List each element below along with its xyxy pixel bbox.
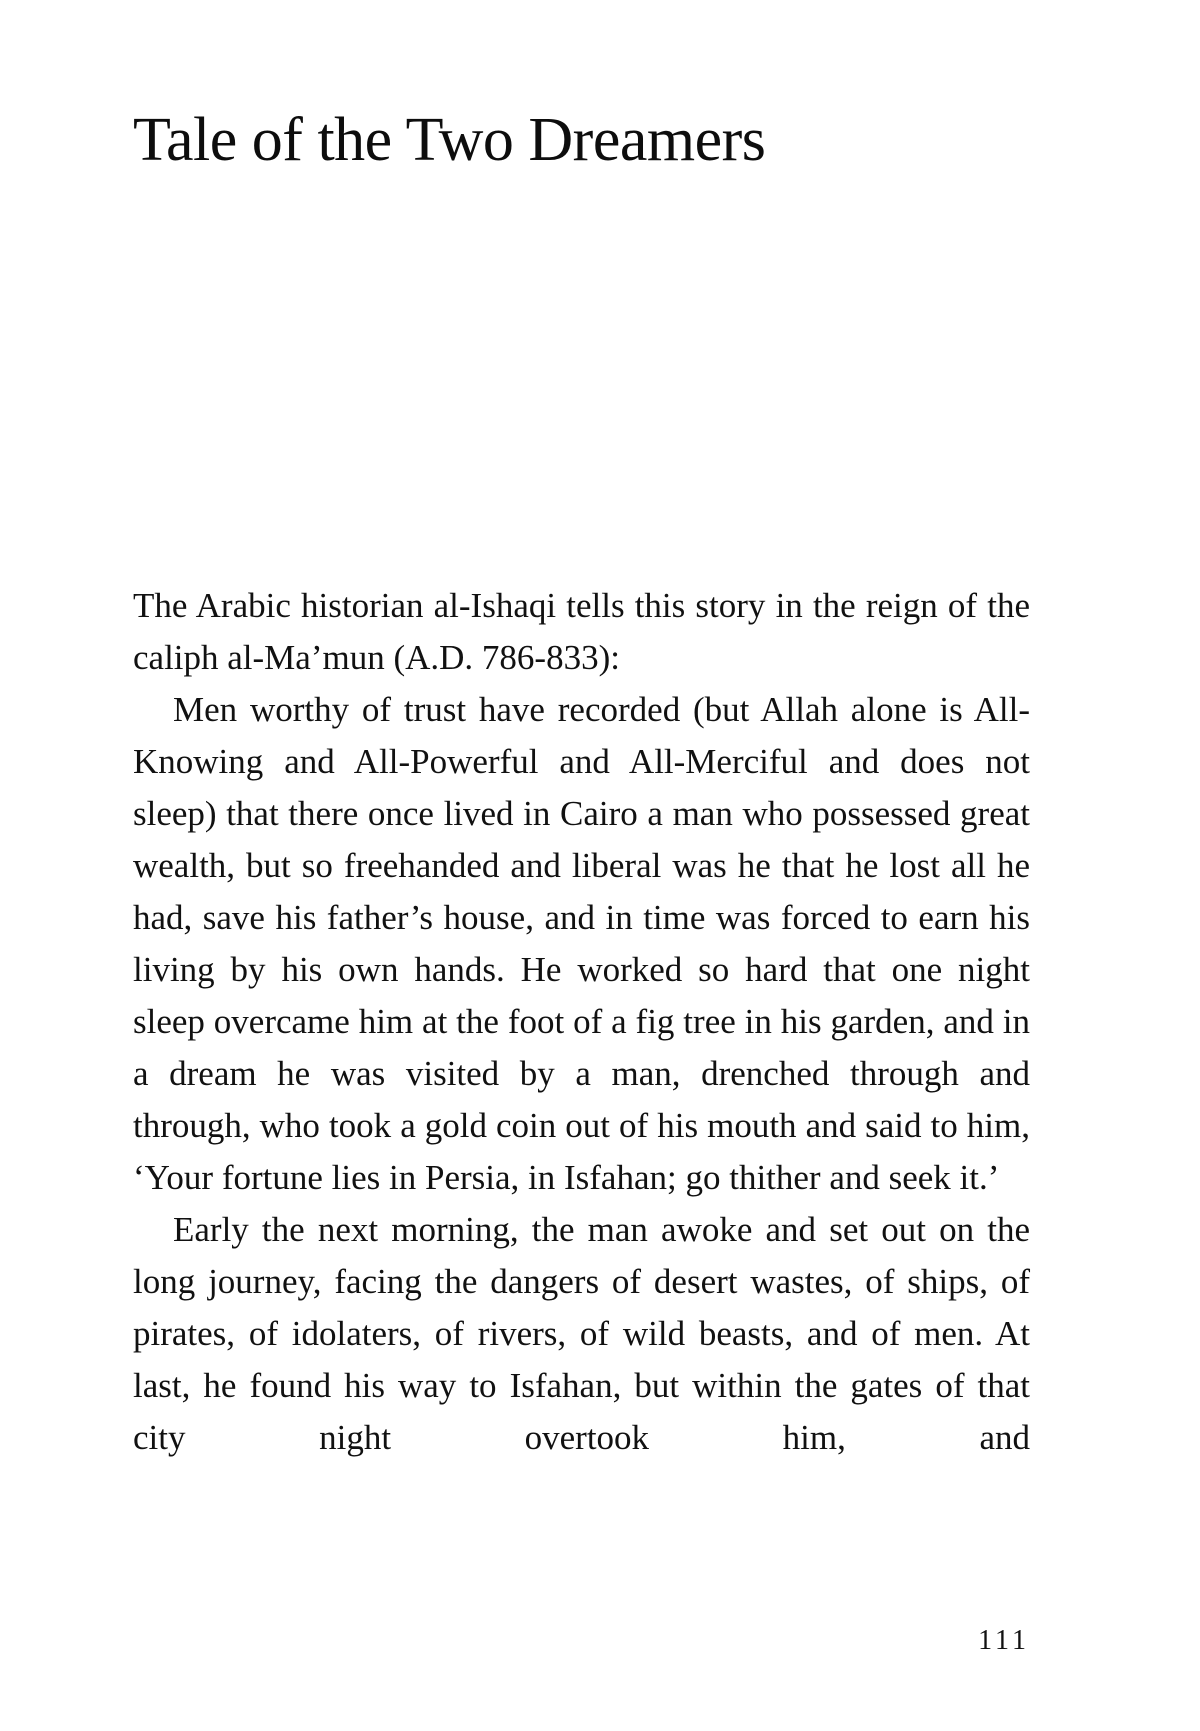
body-text	[133, 580, 1030, 1464]
page-number: 111	[978, 1625, 1030, 1656]
paragraph-dream: Men worthy of trust have recorded (but Allah alone is All-Knowing and All-Powerful and All-Merciful and does not sleep) that there once lived in Cairo a man who possessed great wealth, but so freehanded and liberal was he that he lost all he had, save his father’s house, and in time was forced to earn his living by his own hands. He worked so hard that one night sleep overcame him at the foot of a fig tree in his garden, and in a dream he was visited by a man, drenched through and through, who took a gold coin out of his mouth and said to him, ‘Your fortune lies in Persia, in Isfahan; go thither and seek it.’	[133, 690, 1030, 1197]
chapter-title: Tale of the Two Dreamers	[133, 106, 766, 174]
paragraph-journey: Early the next morning, the man awoke and set out on the long journey, facing the dangers of desert wastes, of ships, of pirates, of idolaters, of rivers, of wild beasts, and of men. At last, he found his way to Isfahan, but within the gates of that city night overtook him, and	[133, 1210, 1030, 1457]
paragraph-intro: The Arabic historian al-Ishaqi tells this story in the reign of the caliph al-Ma’mun (A.D. 786-833):	[133, 586, 1030, 677]
